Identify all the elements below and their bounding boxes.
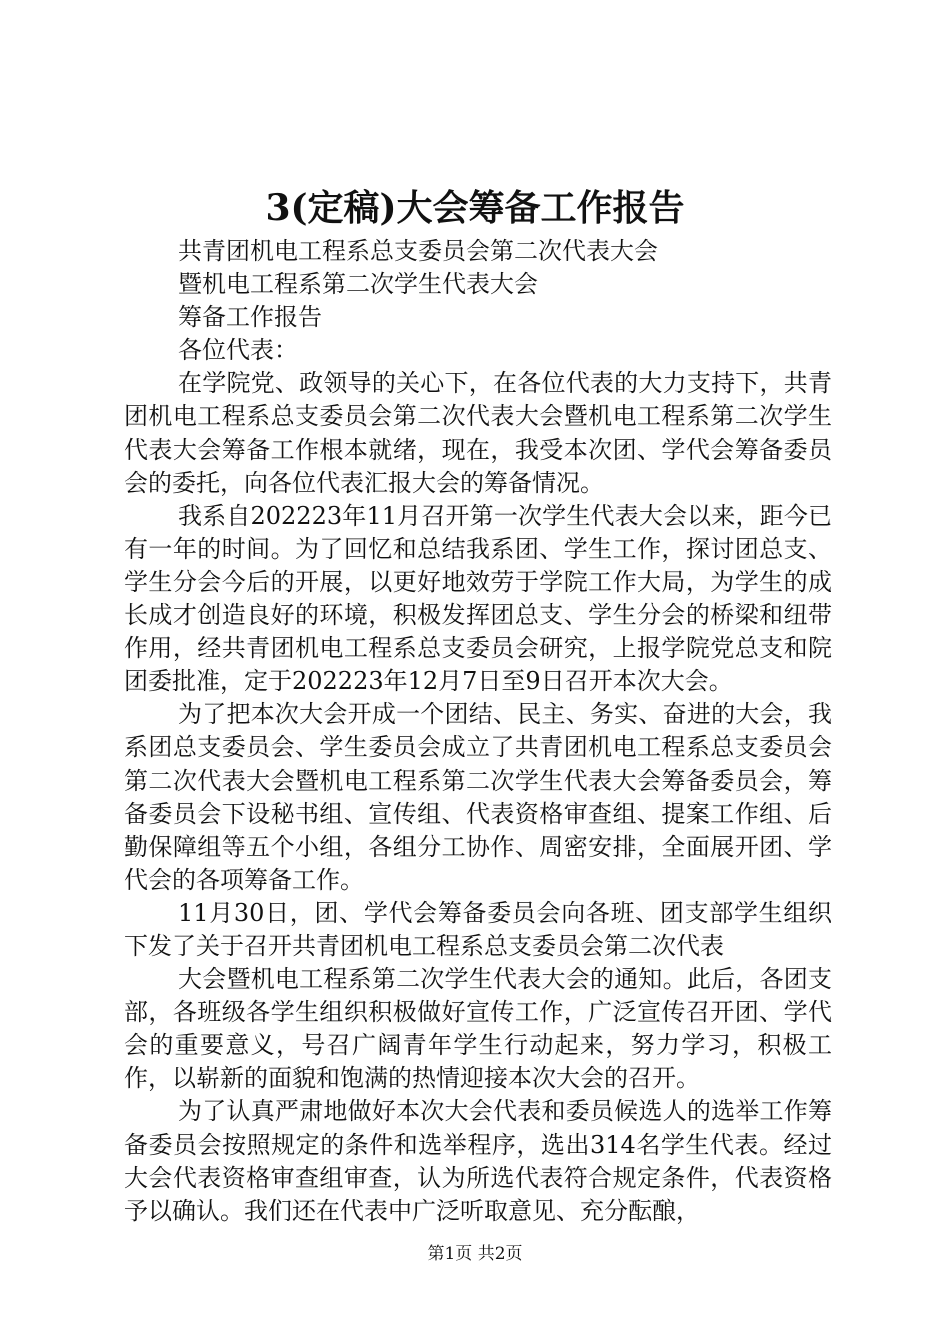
subheading-congress: 暨机电工程系第二次学生代表大会: [178, 270, 538, 299]
paragraph-4: 11月30日，团、学代会筹备委员会向各班、团支部学生组织下发了关于召开共青团机电工程系总支委员会第二次代表: [124, 898, 832, 960]
salutation: 各位代表：: [178, 336, 298, 365]
paragraph-6: 为了认真严肃地做好本次大会代表和委员候选人的选举工作筹备委员会按照规定的条件和选举程序，选出314名学生代表。经过大会代表资格审查组审查，认为所选代表符合规定条件，代表资格予以确认。我们还在代表中广泛听取意见、充分酝酿，: [124, 1097, 832, 1225]
document-body: [124, 235, 832, 1228]
paragraph-3: 为了把本次大会开成一个团结、民主、务实、奋进的大会，我系团总支委员会、学生委员会成立了共青团机电工程系总支委员会第二次代表大会暨机电工程系第二次学生代表大会筹备委员会，筹备委员会下设秘书组、宣传组、代表资格审查组、提案工作组、后勤保障组等五个小组，各组分工协作、周密安排，全面展开团、学代会的各项筹备工作。: [124, 700, 832, 894]
paragraph-2: 我系自202223年11月召开第一次学生代表大会以来，距今已有一年的时间。为了回忆和总结我系团、学生工作，探讨团总支、学生分会今后的开展，以更好地效劳于学院工作大局，为学生的成长成才创造良好的环境，积极发挥团总支、学生分会的桥梁和纽带作用，经共青团机电工程系总支委员会研究，上报学院党总支和院团委批准，定于202223年12月7日至9日召开本次大会。: [124, 501, 832, 696]
paragraph-5: 大会暨机电工程系第二次学生代表大会的通知。此后，各团支部，各班级各学生组织积极做好宣传工作，广泛宣传召开团、学代会的重要意义，号召广阔青年学生行动起来，努力学习，积极工作，以崭新的面貌和饱满的热情迎接本次大会的召开。: [124, 965, 832, 1093]
document-title: 3(定稿)大会筹备工作报告: [265, 187, 685, 229]
paragraph-1: 在学院党、政领导的关心下，在各位代表的大力支持下，共青团机电工程系总支委员会第二次代表大会暨机电工程系第二次学生代表大会筹备工作根本就绪，现在，我受本次团、学代会筹备委员会的委托，向各位代表汇报大会的筹备情况。: [124, 369, 832, 497]
subheading-report: 筹备工作报告: [178, 303, 322, 332]
page-footer: 第1页 共2页: [427, 1244, 523, 1264]
subheading-org: 共青团机电工程系总支委员会第二次代表大会: [178, 237, 658, 265]
